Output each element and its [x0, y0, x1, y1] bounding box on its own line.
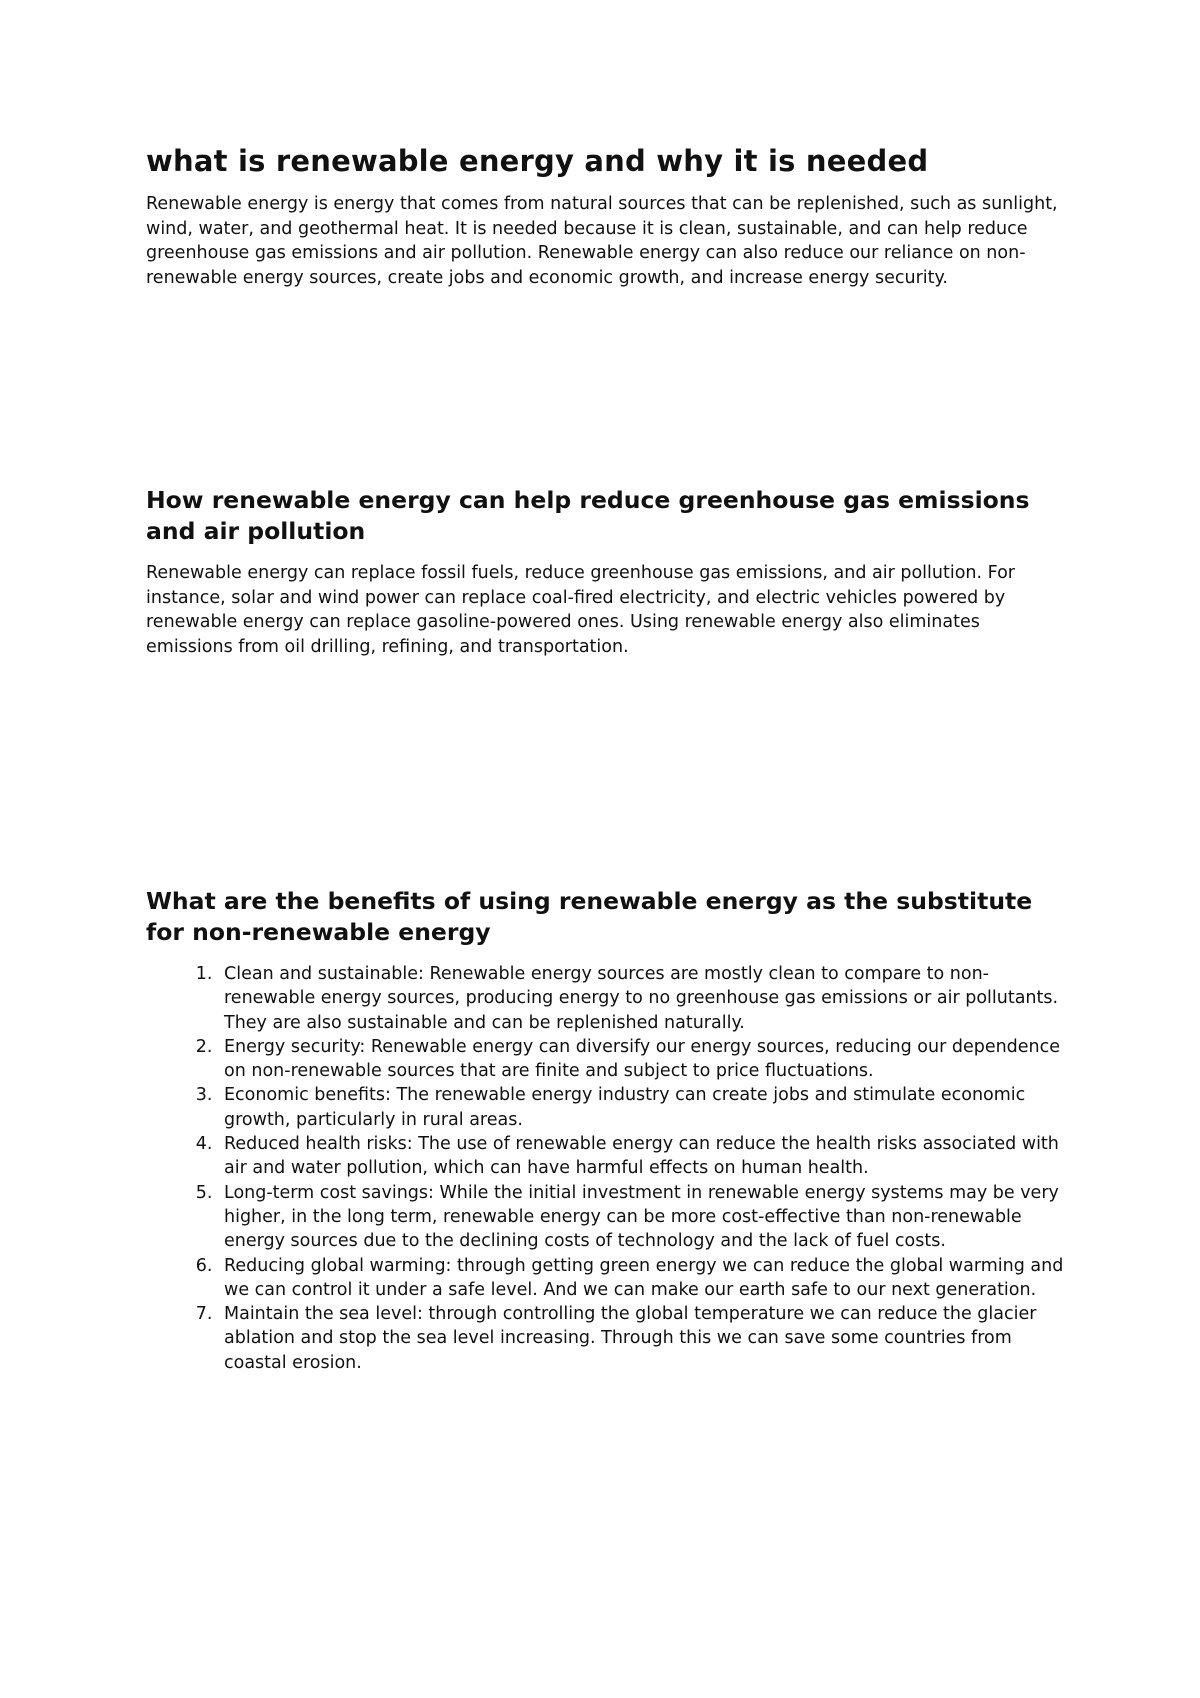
section-benefits — [146, 886, 1071, 1375]
list-item: 4. Reduced health risks: The use of renewable energy can reduce the health risks associated with air and water pollution, which can have harmful effects on human health. — [218, 1132, 1071, 1181]
list-item: 1. Clean and sustainable: Renewable energy sources are mostly clean to compare to non-renewable energy sources, producing energy to no greenhouse gas emissions or air pollutants. They are also sustainable and can be replenished naturally. — [218, 962, 1071, 1035]
list-item: 2. Energy security: Renewable energy can diversify our energy sources, reducing our dependence on non-renewable sources that are finite and subject to price fluctuations. — [218, 1035, 1071, 1084]
list-item: 7. Maintain the sea level: through controlling the global temperature we can reduce the glacier ablation and stop the sea level increasing. Through this we can save some countries from coastal erosion. — [218, 1302, 1071, 1375]
section-paragraph: Renewable energy is energy that comes from natural sources that can be replenished, such as sunlight, wind, water, and geothermal heat. It is needed because it is clean, sustainable, and can help reduce greenhouse gas emissions and air pollution. Renewable energy can also reduce our reliance on non-renewable energy sources, create jobs and economic growth, and increase energy security. — [146, 194, 1058, 288]
list-item: 3. Economic benefits: The renewable energy industry can create jobs and stimulate economic growth, particularly in rural areas. — [218, 1083, 1071, 1132]
benefits-list — [146, 962, 1071, 1375]
section-heading: what is renewable energy and why it is needed — [146, 144, 929, 178]
list-item: 5. Long-term cost savings: While the initial investment in renewable energy systems may be very higher, in the long term, renewable energy can be more cost-effective than non-renewable energy sources due to the declining costs of technology and the lack of fuel costs. — [218, 1181, 1071, 1254]
list-item: 6. Reducing global warming: through getting green energy we can reduce the global warming and we can control it under a safe level. And we can make our earth safe to our next generation. — [218, 1254, 1071, 1303]
section-reduce-emissions — [146, 485, 1071, 659]
section-paragraph: Renewable energy can replace fossil fuels, reduce greenhouse gas emissions, and air pollution. For instance, solar and wind power can replace coal-fired electricity, and electric vehicles powered by renewable energy can replace gasoline-powered ones. Using renewable energy also eliminates emissions from oil drilling, refining, and transportation. — [146, 563, 1015, 657]
section-heading: How renewable energy can help reduce greenhouse gas emissions and air pollution — [146, 486, 1030, 545]
section-heading: What are the benefits of using renewable energy as the substitute for non-renewable energy — [146, 887, 1033, 946]
section-what-is-renewable-energy — [146, 144, 1071, 290]
